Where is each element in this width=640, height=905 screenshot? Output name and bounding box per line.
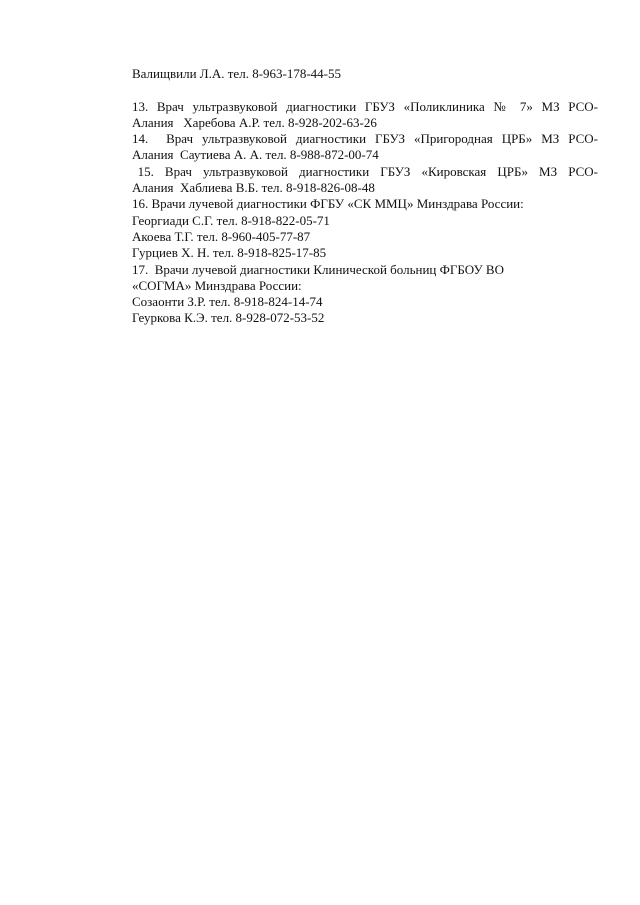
item-17-contact-1: Созаонти З.Р. тел. 8-918-824-14-74 (132, 294, 323, 310)
item-15-line-2: Алания Хаблиева В.Б. тел. 8-918-826-08-48 (132, 180, 375, 196)
item-17-contact-2: Геуркова К.Э. тел. 8-928-072-53-52 (132, 310, 325, 326)
item-16-contact-1: Георгиади С.Г. тел. 8-918-822-05-71 (132, 212, 330, 228)
item-16-heading: 16. Врачи лучевой диагностики ФГБУ «СК ММЦ» Минздрава России: (132, 196, 524, 212)
contact-line-top: Валищвили Л.А. тел. 8-963-178-44-55 (132, 66, 342, 81)
item-14-line-1: 14. Врач ультразвуковой диагностики ГБУЗ «Пригородная ЦРБ» МЗ РСО- (132, 131, 598, 147)
item-17 (132, 262, 598, 327)
item-16-contact-3: Гурциев Х. Н. тел. 8-918-825-17-85 (132, 245, 327, 261)
item-14 (132, 131, 598, 164)
item-13 (132, 99, 598, 132)
item-16 (132, 196, 598, 261)
document-text-block (132, 66, 598, 327)
item-16-contact-2: Акоева Т.Г. тел. 8-960-405-77-87 (132, 228, 311, 244)
item-13-line-2: Алания Харебова А.Р. тел. 8-928-202-63-26 (132, 114, 377, 130)
item-14-line-2: Алания Саутиева А. А. тел. 8-988-872-00-74 (132, 147, 379, 163)
item-15 (132, 164, 598, 197)
item-15-line-1: 15. Врач ультразвуковой диагностики ГБУЗ «Кировская ЦРБ» МЗ РСО- (132, 163, 598, 179)
blank-line-spacer (132, 82, 598, 98)
item-17-heading-line-1: 17. Врачи лучевой диагностики Клинической больниц ФГБОУ ВО (132, 261, 504, 277)
item-17-heading-line-2: «СОГМА» Минздрава России: (132, 277, 302, 293)
item-13-line-1: 13. Врач ультразвуковой диагностики ГБУЗ «Поликлиника № 7» МЗ РСО- (132, 98, 598, 114)
